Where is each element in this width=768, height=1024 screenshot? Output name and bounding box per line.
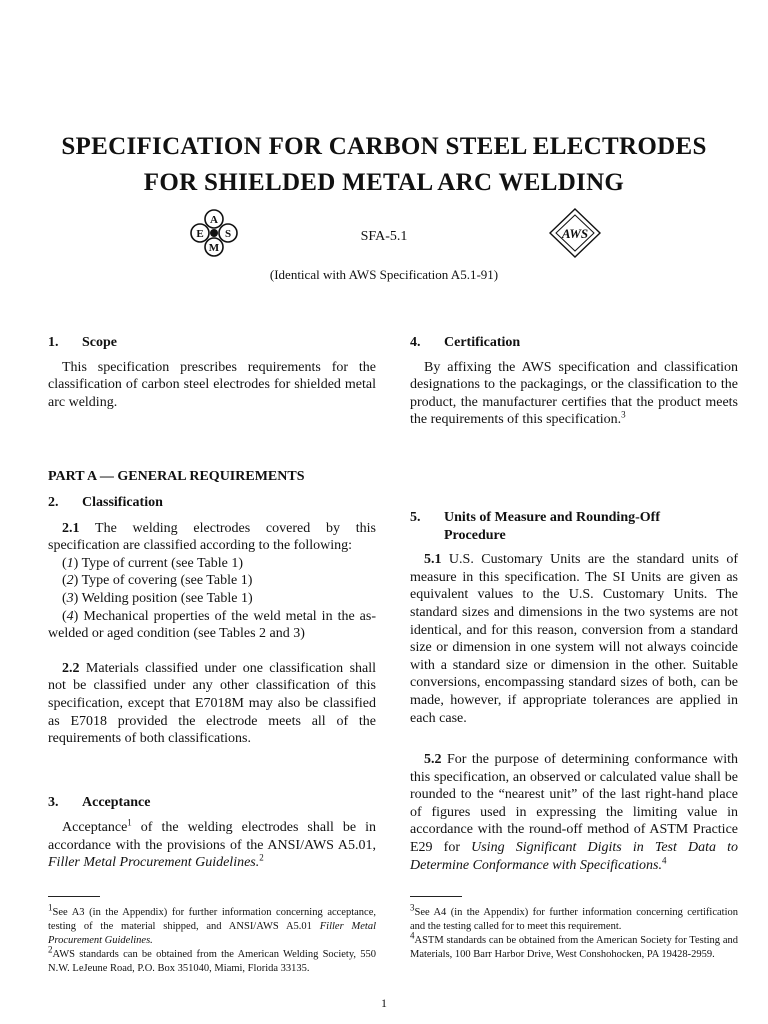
- footnote-text: ASTM standards can be obtained from the American Society for Testing and Materials, 100 Barr Harbor Drive, West Conshohocken, PA 19428-2959.: [410, 935, 738, 960]
- paragraph-number: 5.2: [424, 752, 442, 768]
- footnote-rule-left: [48, 896, 100, 897]
- asme-letter-e: E: [196, 228, 204, 240]
- classification-list: [48, 555, 376, 643]
- footnote-ref: 3: [621, 409, 626, 420]
- paragraph-text: Materials classified under one classification shall not be classified under any other classification of this specification, except that E7018M may also be classified as E7018 provided the electrode meets all of the requirements of both classifications.: [48, 660, 377, 747]
- paragraph-number: 2.2: [62, 660, 80, 676]
- section-heading-classification: [48, 494, 376, 512]
- aws-letters: AWS: [561, 226, 589, 241]
- text: By affixing the AWS specification and classification designations to the packagings, or the classification to the product, the manufacturer certifies that the product meets the requirements of this specification.: [410, 359, 738, 428]
- footnote-mark: 3: [410, 902, 415, 913]
- italic-title: Filler Metal Procurement Guidelines.: [48, 855, 260, 871]
- footnotes-right: [410, 902, 738, 962]
- section-number: 3.: [48, 794, 59, 810]
- item-text: Welding position (see Table 1): [81, 590, 253, 606]
- footnote-text: AWS standards can be obtained from the American Welding Society, 550 N.W. LeJeune Road, P.O. Box 351040, Miami, Florida 33135.: [48, 949, 376, 974]
- section-title: Classification: [82, 494, 163, 510]
- list-item: (2) Type of covering (see Table 1): [62, 573, 253, 589]
- text: of the welding electrodes shall be in accordance with the provisions of the ANSI/AWS A5.01,: [48, 820, 376, 853]
- certification-paragraph: [410, 359, 738, 429]
- footnote-text: See A3 (in the Appendix) for further information concerning acceptance, testing of the material shipped, and ANSI/AWS A5.01: [48, 907, 376, 932]
- footnote-rule-right: [410, 896, 462, 897]
- identical-with-note: (Identical with AWS Specification A5.1-91): [269, 267, 499, 282]
- document-title-line-2: FOR SHIELDED METAL ARC WELDING: [143, 169, 625, 196]
- document-title-line-1: SPECIFICATION FOR CARBON STEEL ELECTRODES: [61, 133, 707, 160]
- section-title: Acceptance: [82, 794, 151, 810]
- item-number: 4: [66, 608, 74, 624]
- left-column: [48, 334, 376, 872]
- item-text: Type of current (see Table 1): [81, 555, 244, 571]
- section-heading-certification: [410, 334, 738, 352]
- section-number: 2.: [48, 494, 59, 510]
- footnote-mark: 4: [410, 930, 415, 941]
- section-heading-acceptance: [48, 794, 376, 812]
- acceptance-paragraph: [48, 819, 376, 872]
- item-text: Mechanical properties of the weld metal in the as-welded or aged condition (see Tables 2 and 3): [48, 608, 376, 642]
- footnote-mark: 2: [48, 944, 53, 955]
- paragraph-2-2: [48, 660, 376, 748]
- footnote-ref: 1: [127, 817, 132, 828]
- list-item: (1) Type of current (see Table 1): [62, 555, 244, 571]
- section-number: 4.: [410, 335, 421, 350]
- paragraph-text: U.S. Customary Units are the standard units of measure in this specification. The SI Units are given as equivalent values to the U.S. Customary Units. The standard sizes and dimensions in the two systems are not identical, and for this reason, conversion from a standard size or dimension in one system will not always coincide with a standard size or dimension in the other. Suitable conversions, encompassing standard sizes of both, can be made, however, if appropriate tolerances are applied in each case.: [410, 552, 739, 726]
- italic-title: Using Significant Digits in Test Data to Determine Conformance with Specifications.: [410, 840, 738, 873]
- footnote-mark: 1: [48, 902, 53, 913]
- section-heading-scope: [48, 334, 376, 352]
- paragraph-text: The welding electrodes covered by this specification are classified according to the following:: [48, 520, 376, 554]
- paragraph-number: 2.1: [62, 520, 80, 536]
- part-a-heading: PART A — GENERAL REQUIREMENTS: [48, 469, 305, 485]
- section-title: Certification: [444, 335, 521, 350]
- scope-paragraph: This specification prescribes requirements for the classification of carbon steel electrodes for shielded metal arc welding.: [48, 359, 376, 410]
- right-column: [410, 334, 738, 874]
- list-item: (4) Mechanical properties of the weld metal in the as-welded or aged condition (see Tables 2 and 3): [48, 608, 376, 642]
- footnote-ref: 2: [259, 852, 264, 863]
- footnote-italic: Filler Metal Procurement Guidelines.: [48, 921, 376, 946]
- footnote-ref: 4: [661, 855, 667, 865]
- footnote-text: See A4 (in the Appendix) for further information concerning certification and the testing called for to meet this requirement.: [410, 907, 738, 932]
- item-number: 1: [66, 555, 74, 571]
- footnote-1: [48, 902, 376, 948]
- paragraph-5-2: [410, 751, 738, 874]
- asme-letter-m: M: [208, 242, 220, 254]
- paragraph-number: 5.1: [424, 552, 442, 568]
- section-title: Units of Measure and Rounding-Off: [444, 509, 660, 525]
- paragraph-text: For the purpose of determining conformance with this specification, an observed or calculated value shall be rounded to the “nearest unit” of the last right-hand place of figures used in expressing the limiting value in accordance with the round-off method of ASTM Practice E29 for: [410, 752, 738, 856]
- item-text: Type of covering (see Table 1): [81, 573, 253, 589]
- section-number: 5.: [410, 509, 421, 525]
- list-item: (3) Welding position (see Table 1): [62, 590, 253, 606]
- page-number: 1: [381, 996, 387, 1010]
- footnotes-left: [48, 902, 376, 976]
- footnote-4: [410, 930, 738, 962]
- designation: SFA-5.1: [360, 229, 408, 244]
- section-number: 1.: [48, 335, 59, 350]
- aws-diamond-icon: [548, 207, 602, 259]
- text: Acceptance: [62, 820, 128, 836]
- item-number: 2: [66, 573, 74, 589]
- section-title: Scope: [82, 335, 117, 350]
- footnote-2: [48, 944, 376, 976]
- section-heading-units: [410, 509, 738, 544]
- asme-letter-a: A: [210, 214, 218, 226]
- item-number: 3: [66, 590, 74, 606]
- paragraph-5-1: [410, 551, 738, 727]
- asme-letter-s: S: [224, 228, 232, 240]
- footnote-3: [410, 902, 738, 934]
- paragraph-2-1: [48, 520, 376, 555]
- section-title-continued: Procedure: [444, 527, 506, 543]
